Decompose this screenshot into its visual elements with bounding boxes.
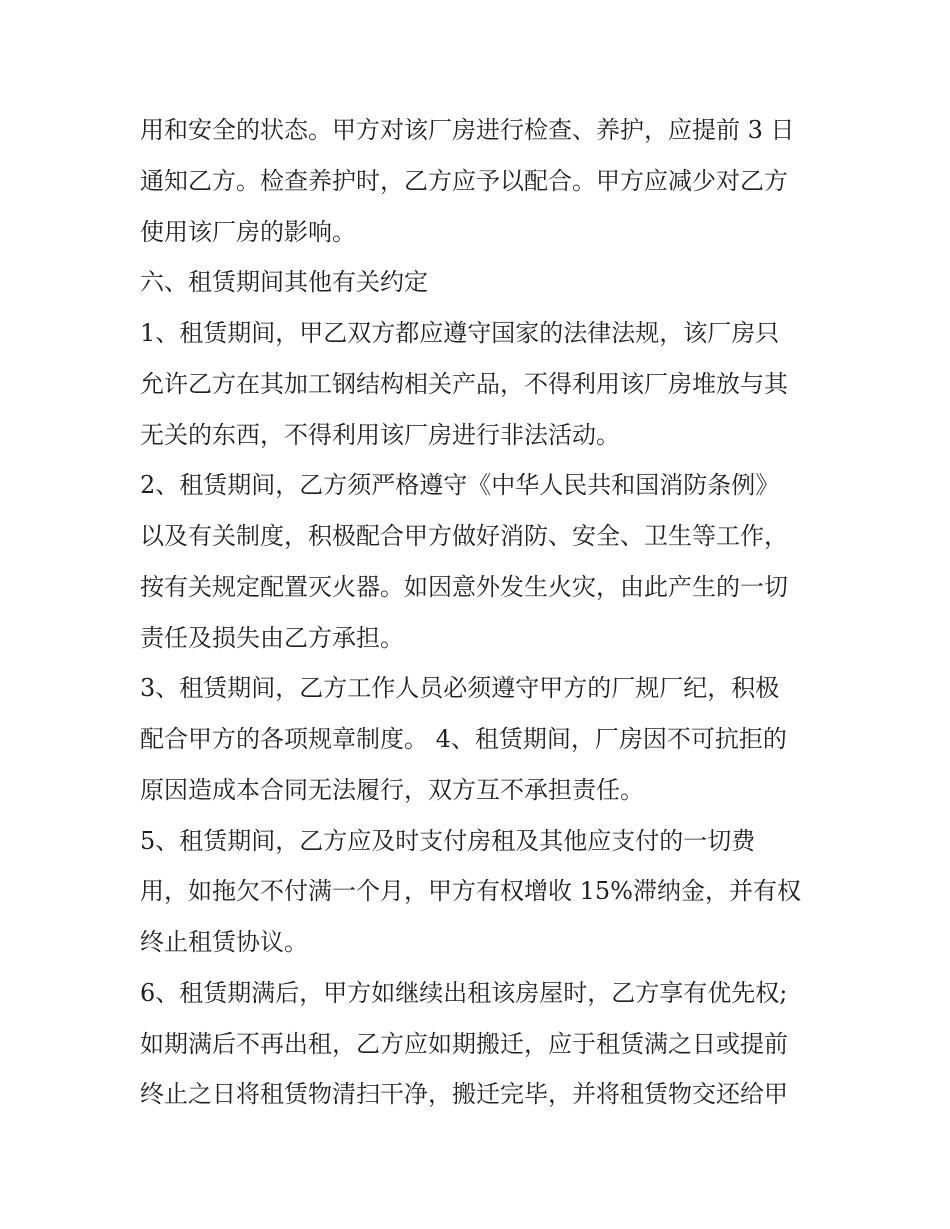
text-line: 5、租赁期间，乙方应及时支付房租及其他应支付的一切费 [140, 827, 756, 855]
text-line: 2、租赁期间，乙方须严格遵守《中华人民共和国消防条例》 [140, 471, 780, 499]
text-line: 如期满后不再出租，乙方应如期搬迁，应于租赁满之日或提前 [140, 1030, 788, 1058]
text-line: 3、租赁期间，乙方工作人员必须遵守甲方的厂规厂纪，积极 [140, 674, 780, 702]
text-line: 允许乙方在其加工钢结构相关产品，不得利用该厂房堆放与其 [140, 370, 788, 398]
text-line: 无关的东西，不得利用该厂房进行非法活动。 [140, 421, 620, 449]
text-line: 配合甲方的各项规章制度。 4、租赁期间，厂房因不可抗拒的 [140, 725, 787, 753]
section-heading: 六、租赁期间其他有关约定 [140, 268, 428, 296]
text-line: 责任及损失由乙方承担。 [140, 624, 404, 652]
text-line: 用和安全的状态。甲方对该厂房进行检查、养护，应提前 3 日 [140, 116, 795, 144]
text-line: 终止之日将租赁物清扫干净，搬迁完毕，并将租赁物交还给甲 [140, 1080, 788, 1108]
text-line: 1、租赁期间，甲乙双方都应遵守国家的法律法规，该厂房只 [140, 319, 780, 347]
text-line: 用，如拖欠不付满一个月，甲方有权增收 15%滞纳金，并有权 [140, 877, 801, 905]
text-line: 使用该厂房的影响。 [140, 218, 356, 246]
text-line: 原因造成本合同无法履行，双方互不承担责任。 [140, 776, 644, 804]
text-line: 通知乙方。检查养护时，乙方应予以配合。甲方应减少对乙方 [140, 167, 788, 195]
text-line: 按有关规定配置灭火器。如因意外发生火灾，由此产生的一切 [140, 573, 788, 601]
text-line: 6、租赁期满后，甲方如继续出租该房屋时，乙方享有优先权; [140, 979, 788, 1007]
text-line: 以及有关制度，积极配合甲方做好消防、安全、卫生等工作， [140, 522, 788, 550]
text-line: 终止租赁协议。 [140, 928, 308, 956]
